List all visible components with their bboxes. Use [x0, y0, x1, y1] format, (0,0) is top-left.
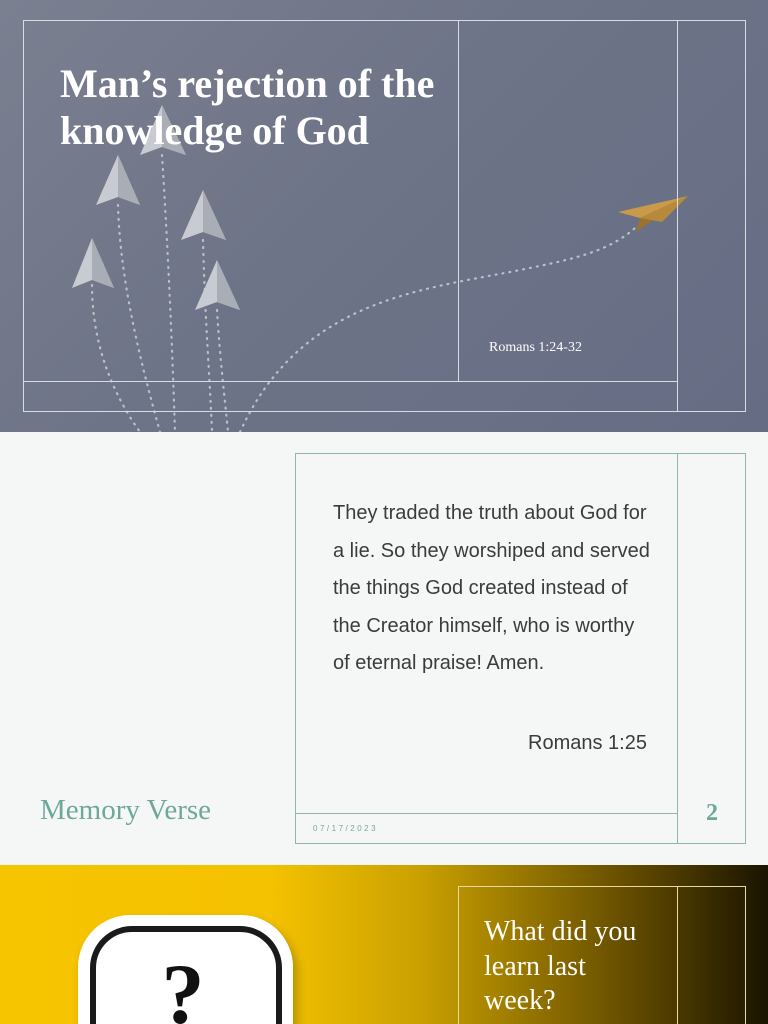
frame-divider [458, 20, 459, 382]
verse-text: They traded the truth about God for a lie. So they worshiped and served the things God created instead of the Creator himself, who is worthy of eternal praise! Amen. [333, 502, 650, 674]
question-mark-icon: ? [161, 946, 205, 1024]
memory-verse-slide[interactable] [0, 432, 768, 865]
slide-title: What did you learn last week? [484, 916, 637, 1016]
card-footer-divider [295, 813, 678, 814]
card-divider [677, 453, 678, 844]
review-question-slide[interactable] [0, 865, 768, 1024]
slide-number: 2 [706, 800, 718, 826]
title-slide[interactable] [0, 0, 768, 432]
frame-divider [677, 886, 678, 1024]
slide-subtitle: Romans 1:24-32 [489, 340, 582, 355]
frame-divider [677, 20, 678, 412]
verse-reference: Romans 1:25 [528, 732, 647, 754]
frame-divider [23, 381, 678, 382]
slide-date: 07/17/2023 [313, 824, 379, 833]
section-label: Memory Verse [40, 794, 212, 826]
slide-title: Man’s rejection of the knowledge of God [60, 61, 435, 153]
